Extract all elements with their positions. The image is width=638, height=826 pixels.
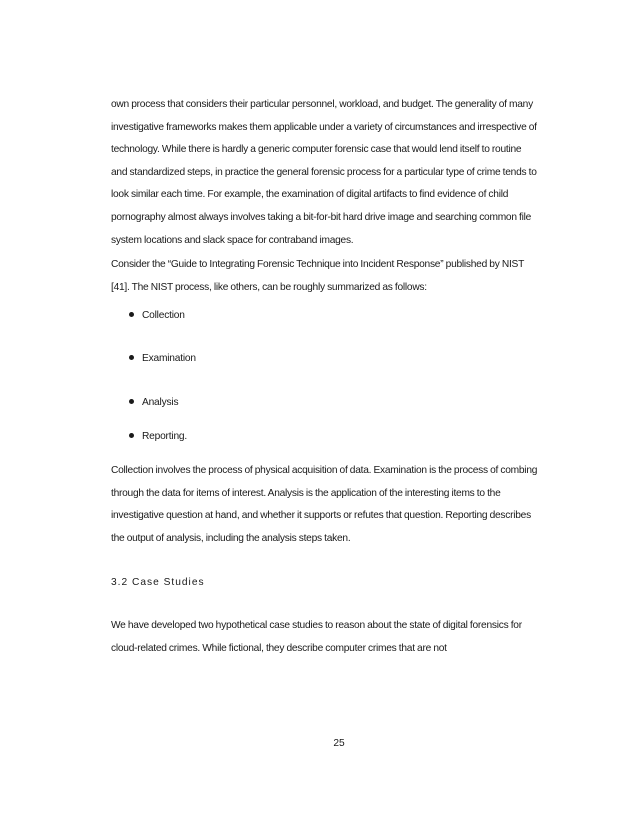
list-item	[129, 430, 187, 444]
text-line: investigative frameworks makes them applicable under a variety of circumstances and irrespective of	[111, 121, 537, 133]
text-line: and standardized steps, in practice the general forensic process for a particular type of crime tends to	[111, 166, 537, 178]
text-line: We have developed two hypothetical case studies to reason about the state of digital forensics for	[111, 620, 522, 631]
paragraph-forensic-process	[111, 94, 577, 252]
paragraph-case-studies	[111, 615, 577, 660]
text-line: pornography almost always involves taking a bit-for-bit hard drive image and searching common file	[111, 211, 532, 223]
bullet-icon	[129, 399, 134, 404]
list-item-label: Analysis	[142, 397, 179, 408]
bullet-icon	[129, 355, 134, 360]
text-line: [41]. The NIST process, like others, can be roughly summarized as follows:	[111, 281, 427, 293]
paragraph-nist-intro	[111, 254, 577, 299]
text-line: look similar each time. For example, the examination of digital artifacts to find evidence of child	[111, 189, 509, 201]
list-item-label: Examination	[142, 353, 196, 364]
text-line: own process that considers their particular personnel, workload, and budget. The generality of many	[111, 99, 533, 110]
list-item-label: Collection	[142, 310, 185, 321]
text-line: the output of analysis, including the analysis steps taken.	[111, 532, 351, 544]
text-line: cloud-related crimes. While fictional, they describe computer crimes that are not	[111, 642, 447, 654]
page-number: 25	[333, 738, 345, 749]
text-line: system locations and slack space for contraband images.	[111, 234, 354, 246]
text-line: through the data for items of interest. Analysis is the application of the interesting items to the	[111, 487, 501, 499]
text-line: Consider the “Guide to Integrating Forensic Technique into Incident Response” published by NIST	[111, 259, 525, 270]
text-line: Collection involves the process of physical acquisition of data. Examination is the process of combing	[111, 465, 538, 476]
list-item	[129, 352, 196, 366]
bullet-icon	[129, 312, 134, 317]
paragraph-process-description	[111, 460, 577, 550]
section-heading: 3.2 Case Studies	[111, 577, 205, 588]
list-item	[129, 309, 185, 323]
text-line: investigative question at hand, and whether it supports or refutes that question. Reporting describes	[111, 510, 531, 522]
list-item-label: Reporting.	[142, 431, 188, 442]
text-line: technology. While there is hardly a generic computer forensic case that would lend itself to routine	[111, 144, 522, 156]
list-item	[129, 396, 178, 410]
bullet-icon	[129, 433, 134, 438]
